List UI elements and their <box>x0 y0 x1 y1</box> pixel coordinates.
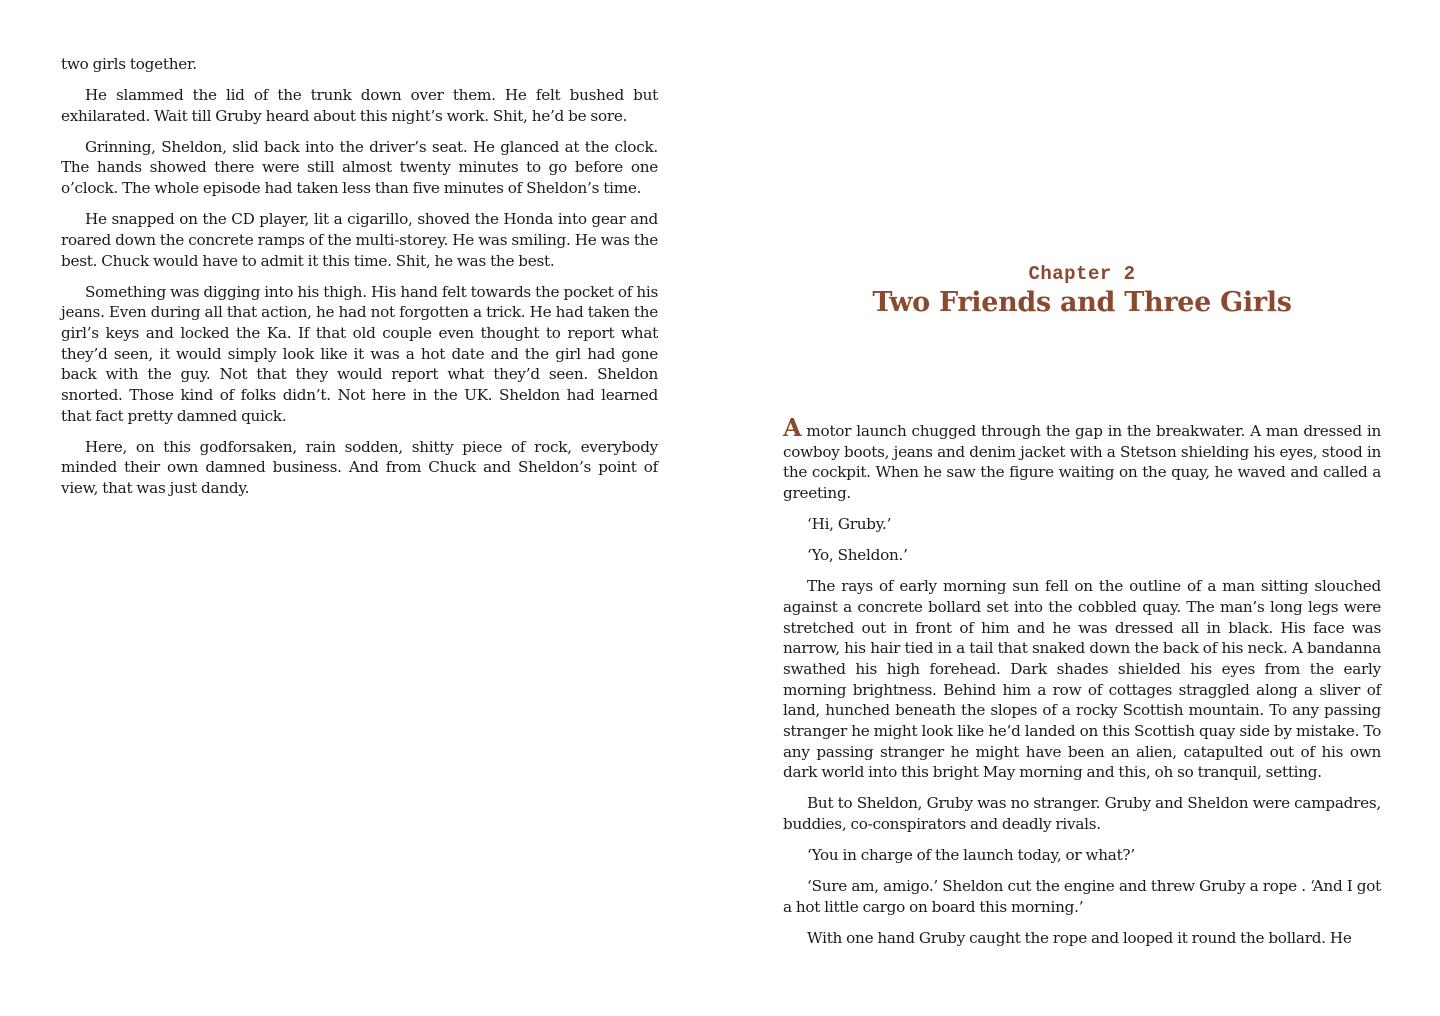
left-page <box>61 0 658 1016</box>
paragraph: ‘Sure am, amigo.’ Sheldon cut the engine and threw Gruby a rope . ‘And I got a hot little cargo on board this morning.’ <box>783 877 1381 916</box>
paragraph: ‘Yo, Sheldon.’ <box>807 546 908 565</box>
paragraph: two girls together. <box>61 55 197 73</box>
paragraph: Grinning, Sheldon, slid back into the driver’s seat. He glanced at the clock. The hands showed there were still almost twenty minutes to go before one o’clock. The whole episode had taken less than five minutes of Sheldon’s time. <box>61 137 658 198</box>
paragraph: ‘Hi, Gruby.’ <box>807 515 892 534</box>
paragraph: The rays of early morning sun fell on the outline of a man sitting slouched against a concrete bollard set into the cobbled quay. The man’s long legs were stretched out in front of him and he was dressed all in black. His face was narrow, his hair tied in a tail that snaked down the back of his neck. A bandanna swathed his high forehead. Dark shades shielded his eyes from the early morning brightness. Behind him a row of cottages straggled along a sliver of land, hunched beneath the slopes of a rocky Scottish mountain. To any passing stranger he might look like he’d landed on this Scottish quay side by mistake. To any passing stranger he might have been an alien, catapulted out of his own dark world into this bright May morning and this, oh so tranquil, setting. <box>783 577 1381 782</box>
opening-paragraph <box>783 413 1381 504</box>
paragraph: He slammed the lid of the trunk down over them. He felt bushed but exhilarated. Wait till Gruby heard about this night’s work. Shit, he’d be sore. <box>61 86 658 125</box>
chapter-title: Two Friends and Three Girls <box>872 287 1292 318</box>
right-page <box>783 0 1381 1016</box>
paragraph: Something was digging into his thigh. His hand felt towards the pocket of his jeans. Even during all that action, he had not forgotten a trick. He had taken the girl’s keys and locked the Ka. If that old couple even thought to report what they’d seen, it would simply look like it was a hot date and the girl had gone back with the guy. Not that they would report what they’d seen. Sheldon snorted. Those kind of folks didn’t. Not here in the UK. Sheldon had learned that fact pretty damned quick. <box>61 282 658 425</box>
chapter-label: Chapter 2 <box>1028 263 1136 285</box>
paragraph: Here, on this godforsaken, rain sodden, shitty piece of rock, everybody minded their own damned business. And from Chuck and Sheldon’s point of view, that was just dandy. <box>61 437 658 498</box>
paragraph: ‘You in charge of the launch today, or what?’ <box>807 846 1135 865</box>
paragraph: With one hand Gruby caught the rope and looped it round the bollard. He <box>807 928 1352 947</box>
right-page-body <box>783 413 1381 959</box>
paragraph: He snapped on the CD player, lit a cigarillo, shoved the Honda into gear and roared down the concrete ramps of the multi-storey. He was smiling. He was the best. Chuck would have to admit it this time. Shit, he was the best. <box>61 210 658 270</box>
left-page-body <box>61 54 658 509</box>
chapter-heading <box>783 262 1381 320</box>
opening-paragraph-text: motor launch chugged through the gap in the breakwater. A man dressed in cowboy boots, jeans and denim jacket with a Stetson shielding his eyes, stood in the cockpit. When he saw the figure waiting on the quay, he waved and called a greeting. <box>783 422 1381 503</box>
drop-cap: A <box>783 413 802 442</box>
paragraph: But to Sheldon, Gruby was no stranger. Gruby and Sheldon were campadres, buddies, co-conspirators and deadly rivals. <box>783 794 1381 834</box>
